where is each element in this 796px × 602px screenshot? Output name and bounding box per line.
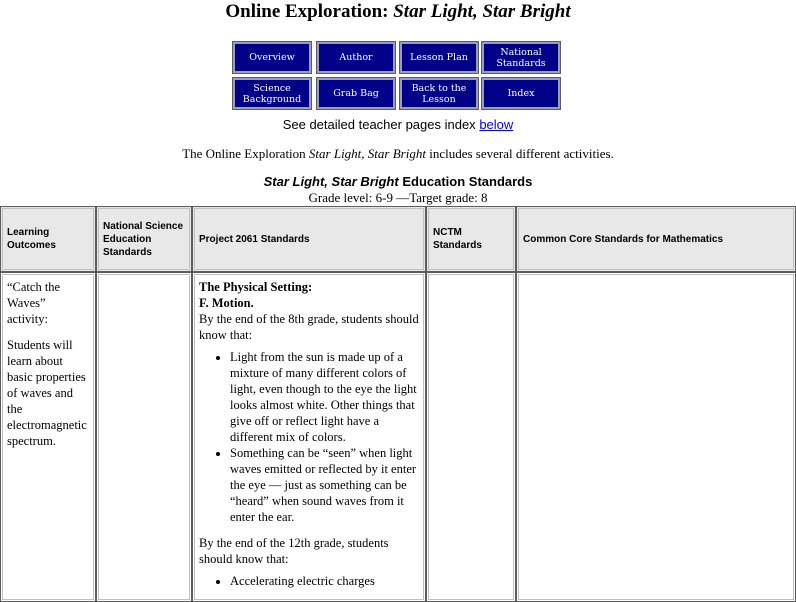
list-item: • Something can be “seen” when light waves emitted or reflected by it enter the eye — just as something can be “heard” when sound waves from it enter the ear.: [230, 445, 419, 525]
nav-lesson-plan-button[interactable]: [400, 42, 478, 73]
standards-heading-rest: Education Standards: [402, 174, 533, 189]
nav-national-standards-label: National Standards: [496, 46, 546, 69]
nav-lesson-plan-label: Lesson Plan: [410, 52, 468, 63]
header-nctm-label: NCTM Standards: [433, 227, 482, 251]
standards-heading-italic: Star Light, Star Bright: [263, 174, 399, 189]
nav-grab-bag-button[interactable]: [317, 78, 395, 109]
page-title-italic: Star Light, Star Bright: [393, 1, 571, 22]
cell-nctm: [426, 272, 516, 602]
cell-common-core: [516, 272, 796, 602]
page-title-prefix: Online Exploration:: [225, 1, 389, 22]
header-learning-outcomes: [0, 206, 96, 272]
intro-after: includes several different activities.: [429, 146, 614, 161]
grade8-intro: By the end of the 8th grade, students should know that:: [199, 312, 419, 342]
header-nses: [96, 206, 192, 272]
header-nctm: [426, 206, 516, 272]
intro-italic: Star Light, Star Bright: [308, 146, 426, 161]
header-learning-outcomes-label: Learning Outcomes: [7, 227, 56, 251]
teacher-pages-line: [0, 117, 796, 133]
cell-nses: [96, 272, 192, 602]
header-common-core: [516, 206, 796, 272]
cell-project-2061: [192, 272, 426, 602]
header-common-core-label: Common Core Standards for Mathematics: [523, 233, 724, 245]
header-project-2061-label: Project 2061 Standards: [199, 233, 310, 245]
grade8-list: [199, 349, 419, 525]
list-item: • Light from the sun is made up of a mixture of many different colors of light, even though to the eye the light looks almost white. Other things that give off or reflect light have a different mix of colors.: [230, 349, 419, 445]
teacher-pages-text: See detailed teacher pages index: [282, 117, 476, 132]
header-nses-label: National Science Education Standards: [103, 220, 184, 258]
nav-overview-label: Overview: [249, 52, 295, 63]
nav-national-standards-button[interactable]: [482, 42, 560, 73]
grade12-intro: By the end of the 12th grade, students should know that:: [199, 536, 389, 566]
motion-subheading: F. Motion.: [199, 296, 254, 310]
nav-author-label: Author: [339, 52, 373, 63]
nav-button-grid: [233, 42, 563, 112]
nav-grab-bag-label: Grab Bag: [333, 88, 379, 99]
activity-name: “Catch the Waves” activity:: [7, 280, 61, 326]
nav-index-label: Index: [507, 88, 535, 99]
nav-science-background-button[interactable]: [233, 78, 311, 109]
cell-learning-outcomes: [0, 272, 96, 602]
grade-level-text: Grade level: 6-9 —Target grade: 8: [308, 190, 488, 205]
nav-overview-button[interactable]: [233, 42, 311, 73]
nav-author-button[interactable]: [317, 42, 395, 73]
activity-description: Students will learn about basic properties of waves and the electromagnetic spectrum.: [7, 338, 87, 448]
header-project-2061: [192, 206, 426, 272]
standards-table: [0, 206, 796, 600]
nav-science-background-label: Science Background: [242, 82, 302, 105]
nav-back-to-lesson-label: Back to the Lesson: [411, 82, 467, 105]
page-title: [0, 1, 796, 23]
list-item: • Accelerating electric charges: [230, 573, 419, 589]
intro-text: [0, 146, 796, 162]
intro-before: The Online Exploration: [182, 146, 306, 161]
nav-index-button[interactable]: [482, 78, 560, 109]
physical-setting-heading: The Physical Setting:: [199, 280, 313, 294]
nav-back-to-lesson-button[interactable]: [400, 78, 478, 109]
teacher-pages-below-link[interactable]: below: [479, 117, 514, 132]
grade12-list: [199, 573, 419, 589]
standards-heading: [0, 174, 796, 190]
